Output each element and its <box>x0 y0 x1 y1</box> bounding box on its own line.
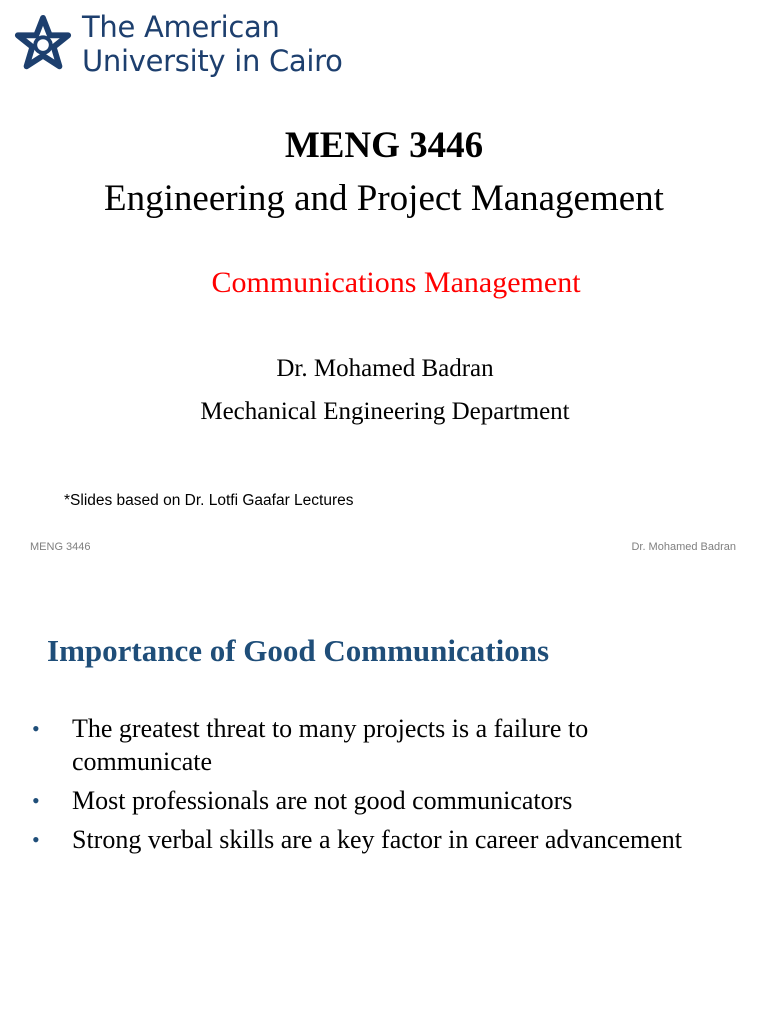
bullet-icon: • <box>32 716 40 741</box>
lecture-topic: Communications Management <box>211 266 581 299</box>
brand-line-2: University in Cairo <box>82 44 343 78</box>
slide-title: Importance of Good Communications <box>47 633 550 668</box>
source-note: *Slides based on Dr. Lotfi Gaafar Lectures <box>64 492 354 509</box>
auc-logo-icon <box>12 14 74 76</box>
bullet-text: The greatest threat to many projects is a failure to communicate <box>72 714 589 776</box>
bullet-item <box>32 823 712 856</box>
bullet-icon: • <box>32 788 40 813</box>
bullet-item <box>32 784 712 817</box>
bullet-icon: • <box>32 827 40 852</box>
department-name: Mechanical Engineering Department <box>200 398 570 425</box>
course-code: MENG 3446 <box>284 125 484 166</box>
brand-line-1: The American <box>82 10 280 44</box>
bullet-list <box>32 712 712 862</box>
course-name: Engineering and Project Management <box>104 178 664 219</box>
bullet-text: Most professionals are not good communicators <box>72 786 573 815</box>
bullet-item <box>32 712 712 778</box>
bullet-text: Strong verbal skills are a key factor in career advancement <box>72 825 682 854</box>
footer-instructor: Dr. Mohamed Badran <box>631 541 736 553</box>
university-name <box>82 10 343 78</box>
instructor-name: Dr. Mohamed Badran <box>276 355 494 382</box>
footer-course-code: MENG 3446 <box>30 541 91 553</box>
